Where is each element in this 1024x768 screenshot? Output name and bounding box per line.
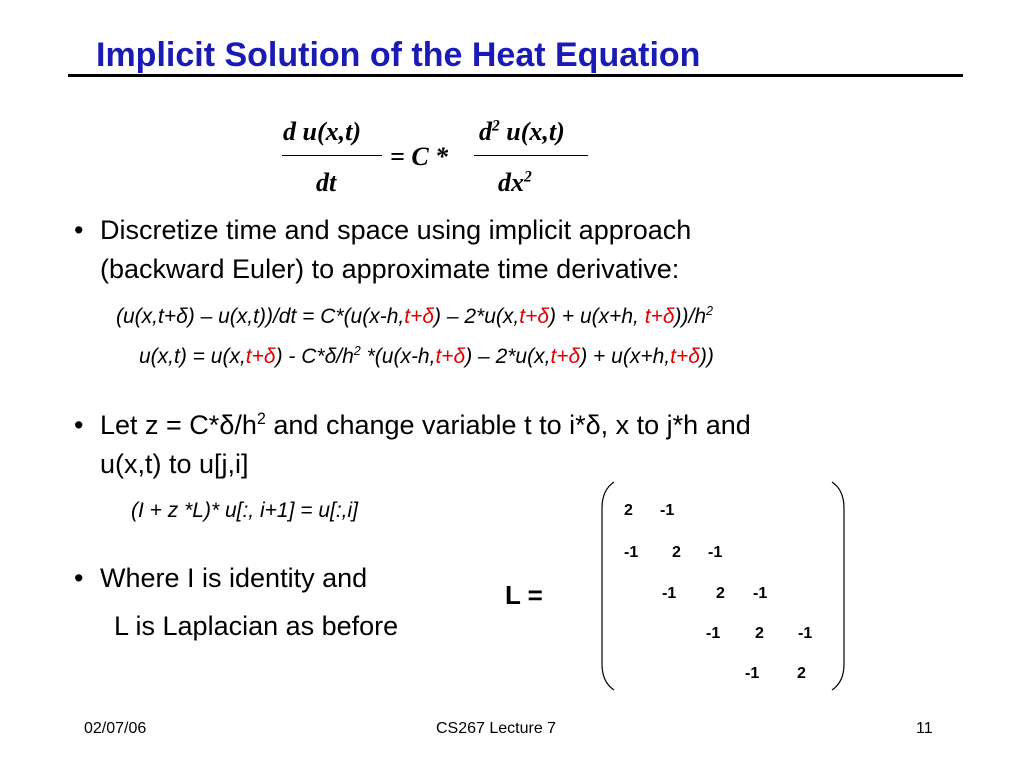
title-underline xyxy=(68,74,963,77)
discretized-equation-1: (u(x,t+δ) – u(x,t))/dt = C*(u(x-h,t+δ) – 2*u(x,t+δ) + u(x+h, $t+\delta))/h^2$ xyxy=(116,304,714,328)
bullet3-line1: Where I is identity and xyxy=(100,563,368,593)
matrix-cell: -1 xyxy=(745,665,760,682)
left-bracket xyxy=(602,482,614,690)
matrix-cell: -1 xyxy=(753,585,768,602)
matrix-label: L = xyxy=(505,580,543,610)
bullet2-line2: u(x,t) to u[j,i] xyxy=(100,449,249,479)
matrix-cell: -1 xyxy=(798,625,813,642)
matrix-cell: -1 xyxy=(662,585,677,602)
footer-page-number: 11 xyxy=(916,720,933,737)
matrix-cell: 2 xyxy=(716,585,725,602)
matrix-cell: -1 xyxy=(624,544,639,561)
eq-fraction-bar-left xyxy=(282,155,382,156)
matrix-cell: 2 xyxy=(755,625,764,642)
bullet1-line2: (backward Euler) to approximate time derivative: xyxy=(100,254,680,284)
right-bracket xyxy=(832,482,844,690)
footer-date: 02/07/06 xyxy=(84,720,147,737)
bullet3-line2: L is Laplacian as before xyxy=(114,611,399,641)
eq-numerator-left: d u(x,t) xyxy=(283,117,361,146)
matrix-cell: 2 xyxy=(797,665,806,682)
bullet-marker: • xyxy=(74,215,84,245)
eq-numerator-right: $d^2$ u(x,t) xyxy=(479,117,565,146)
bullet-marker: • xyxy=(74,563,84,593)
matrix-cell: 2 xyxy=(624,502,633,519)
matrix-cell: 2 xyxy=(672,544,681,561)
eq-middle: = C * xyxy=(390,142,449,171)
bullet1-line1: Discretize time and space using implicit approach xyxy=(100,215,692,245)
bullet-marker: • xyxy=(74,410,84,440)
eq-denominator-left: dt xyxy=(316,168,337,197)
bullet2-line1: Let $z = C*\delta/h^2$ and change variable t to i*δ, x to j*h and xyxy=(100,410,751,440)
eq-denominator-right: $dx^2$ xyxy=(498,168,532,197)
footer-course: CS267 Lecture 7 xyxy=(436,720,557,737)
eq-fraction-bar-right xyxy=(474,155,588,156)
implicit-system-equation: (I + z *L)* u[:, i+1] = u[:,i] xyxy=(131,499,359,522)
matrix-cell: -1 xyxy=(706,625,721,642)
slide-title: Implicit Solution of the Heat Equation xyxy=(96,36,701,74)
matrix-cell: -1 xyxy=(660,502,675,519)
discretized-equation-2: $u(x,t) = u(x,t+\delta) - C*\delta/h^2$ *(u(x-h,t+δ) – 2*u(x,t+δ) + u(x+h,t+δ)) xyxy=(139,344,714,368)
matrix-brackets xyxy=(600,478,860,694)
matrix-cell: -1 xyxy=(708,544,723,561)
